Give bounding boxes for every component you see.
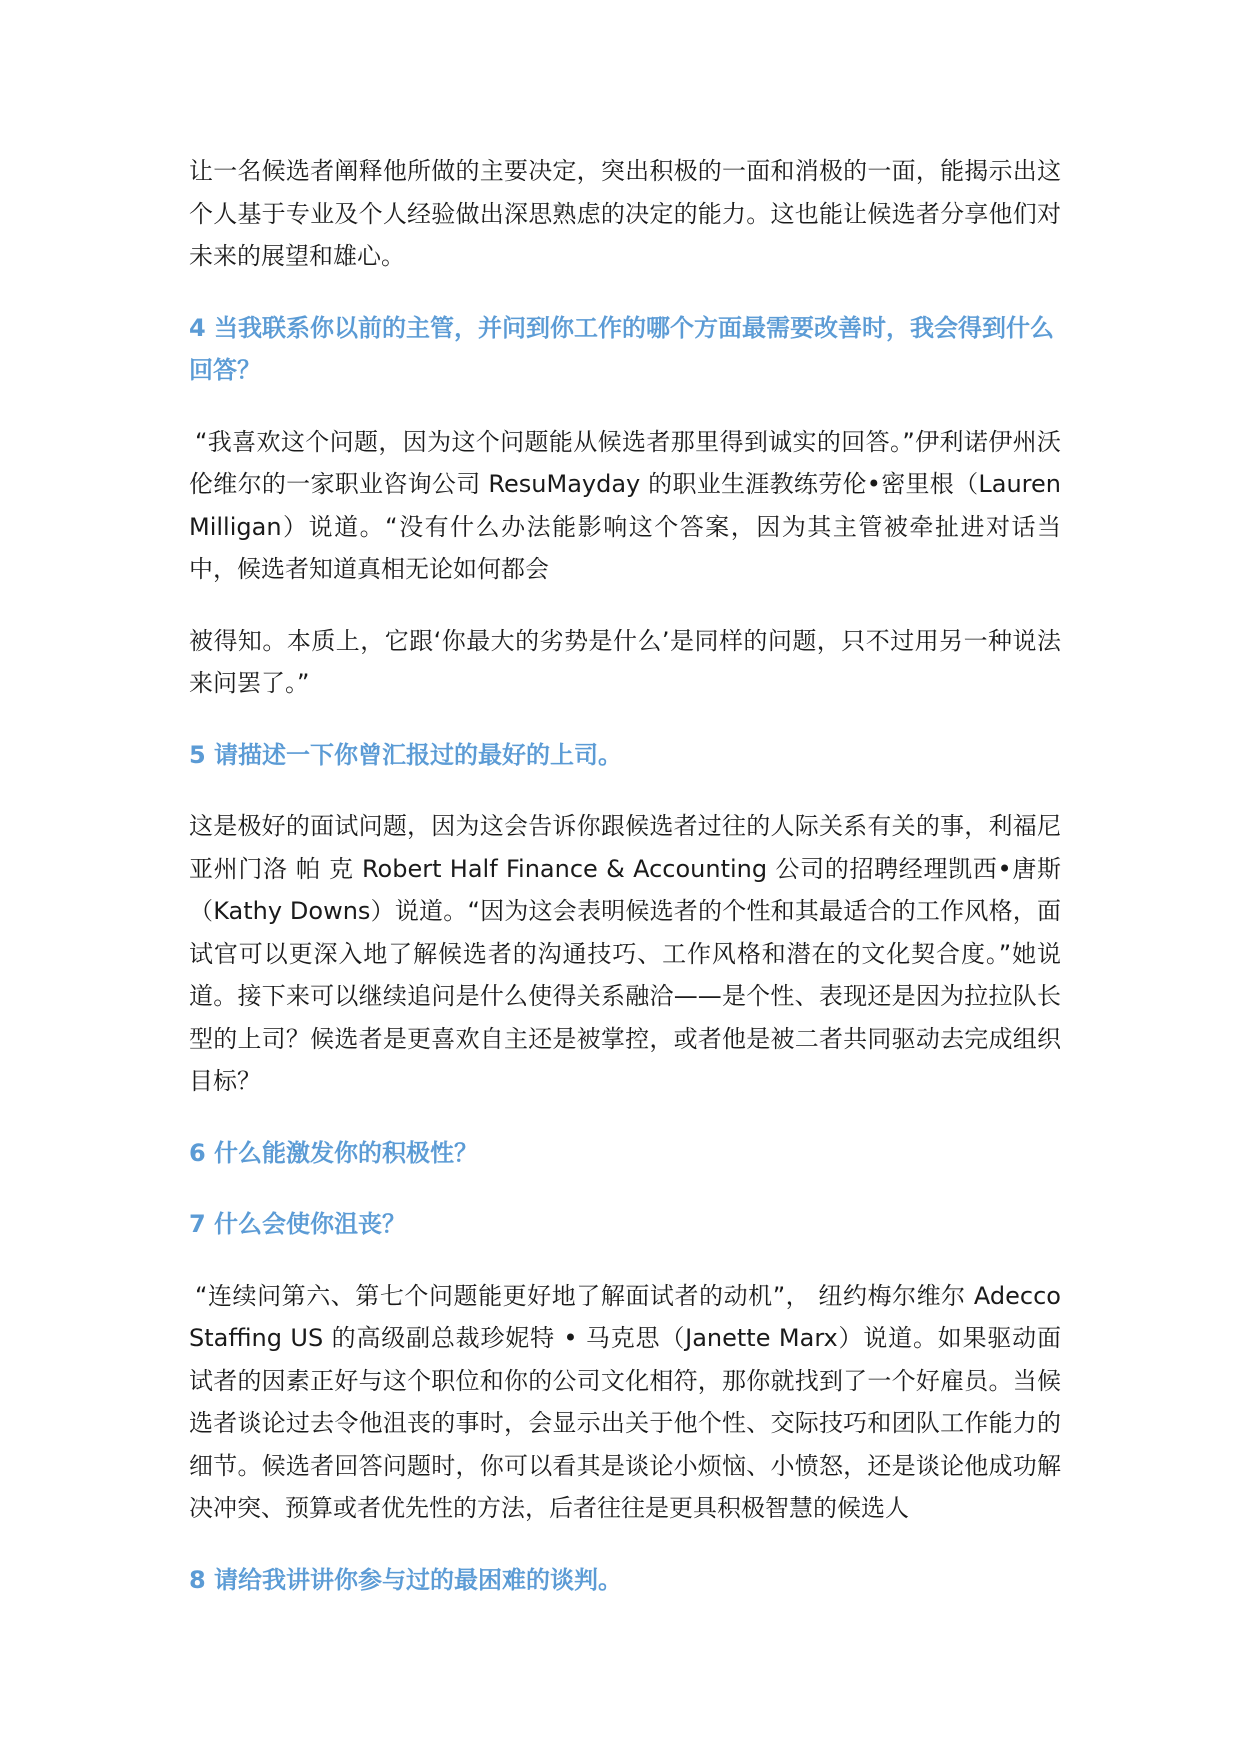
question-5-answer: 这是极好的面试问题，因为这会告诉你跟候选者过往的人际关系有关的事，利福尼亚州门洛 帕 克 Robert Half Finance & Accounting 公司的招聘经理凯西•唐斯（Kathy Downs）说道。“因为这会表明候选者的个性和其最适合的工作风格，面试官可以更深入地了解候选者的沟通技巧、工作风格和潜在的文化契合度。”她说道。接下来可以继续追问是什么使得关系融洽——是个性、表现还是因为拉拉队长型的上司？候选者是更喜欢自主还是被掌控，或者他是被二者共同驱动去完成组织目标？ xyxy=(189,812,1061,1095)
question-6-7-answer: “连续问第六、第七个问题能更好地了解面试者的动机”， 纽约梅尔维尔 Adecco Staffing US 的高级副总裁珍妮特 • 马克思（Janette Marx）说道。如果驱动面试者的因素正好与这个职位和你的公司文化相符，那你就找到了一个好雇员。当候选者谈论过去令他沮丧的事时，会显示出关于他个性、交际技巧和团队工作能力的细节。候选者回答问题时，你可以看其是谈论小烦恼、小愤怒，还是谈论他成功解决冲突、预算或者优先性的方法，后者往往是更具积极智慧的候选人 xyxy=(189,1281,1061,1522)
question-4-answer-part-2: 被得知。本质上，它跟‘你最大的劣势是什么’是同样的问题，只不过用另一种说法来问罢了。” xyxy=(189,626,1061,697)
document-page xyxy=(189,150,1061,1601)
question-6-heading: 6 什么能激发你的积极性？ xyxy=(189,1138,479,1167)
question-7-heading: 7 什么会使你沮丧？ xyxy=(189,1210,407,1238)
question-4-answer-part-1: “我喜欢这个问题，因为这个问题能从候选者那里得到诚实的回答。”伊利诺伊州沃伦维尔的一家职业咨询公司 ResuMayday 的职业生涯教练劳伦•密里根（Lauren Milligan）说道。“没有什么办法能影响这个答案，因为其主管被牵扯进对话当中，候选者知道真相无论如何都会 xyxy=(189,427,1061,583)
question-5-heading: 5 请描述一下你曾汇报过的最好的上司。 xyxy=(189,740,623,769)
intro-paragraph: 让一名候选者阐释他所做的主要决定，突出积极的一面和消极的一面，能揭示出这个人基于专业及个人经验做出深思熟虑的决定的能力。这也能让候选者分享他们对未来的展望和雄心。 xyxy=(189,157,1061,270)
question-4-heading: 4 当我联系你以前的主管，并问到你工作的哪个方面最需要改善时，我会得到什么回答？ xyxy=(189,313,1055,384)
question-8-heading: 8 请给我讲讲你参与过的最困难的谈判。 xyxy=(189,1565,623,1594)
